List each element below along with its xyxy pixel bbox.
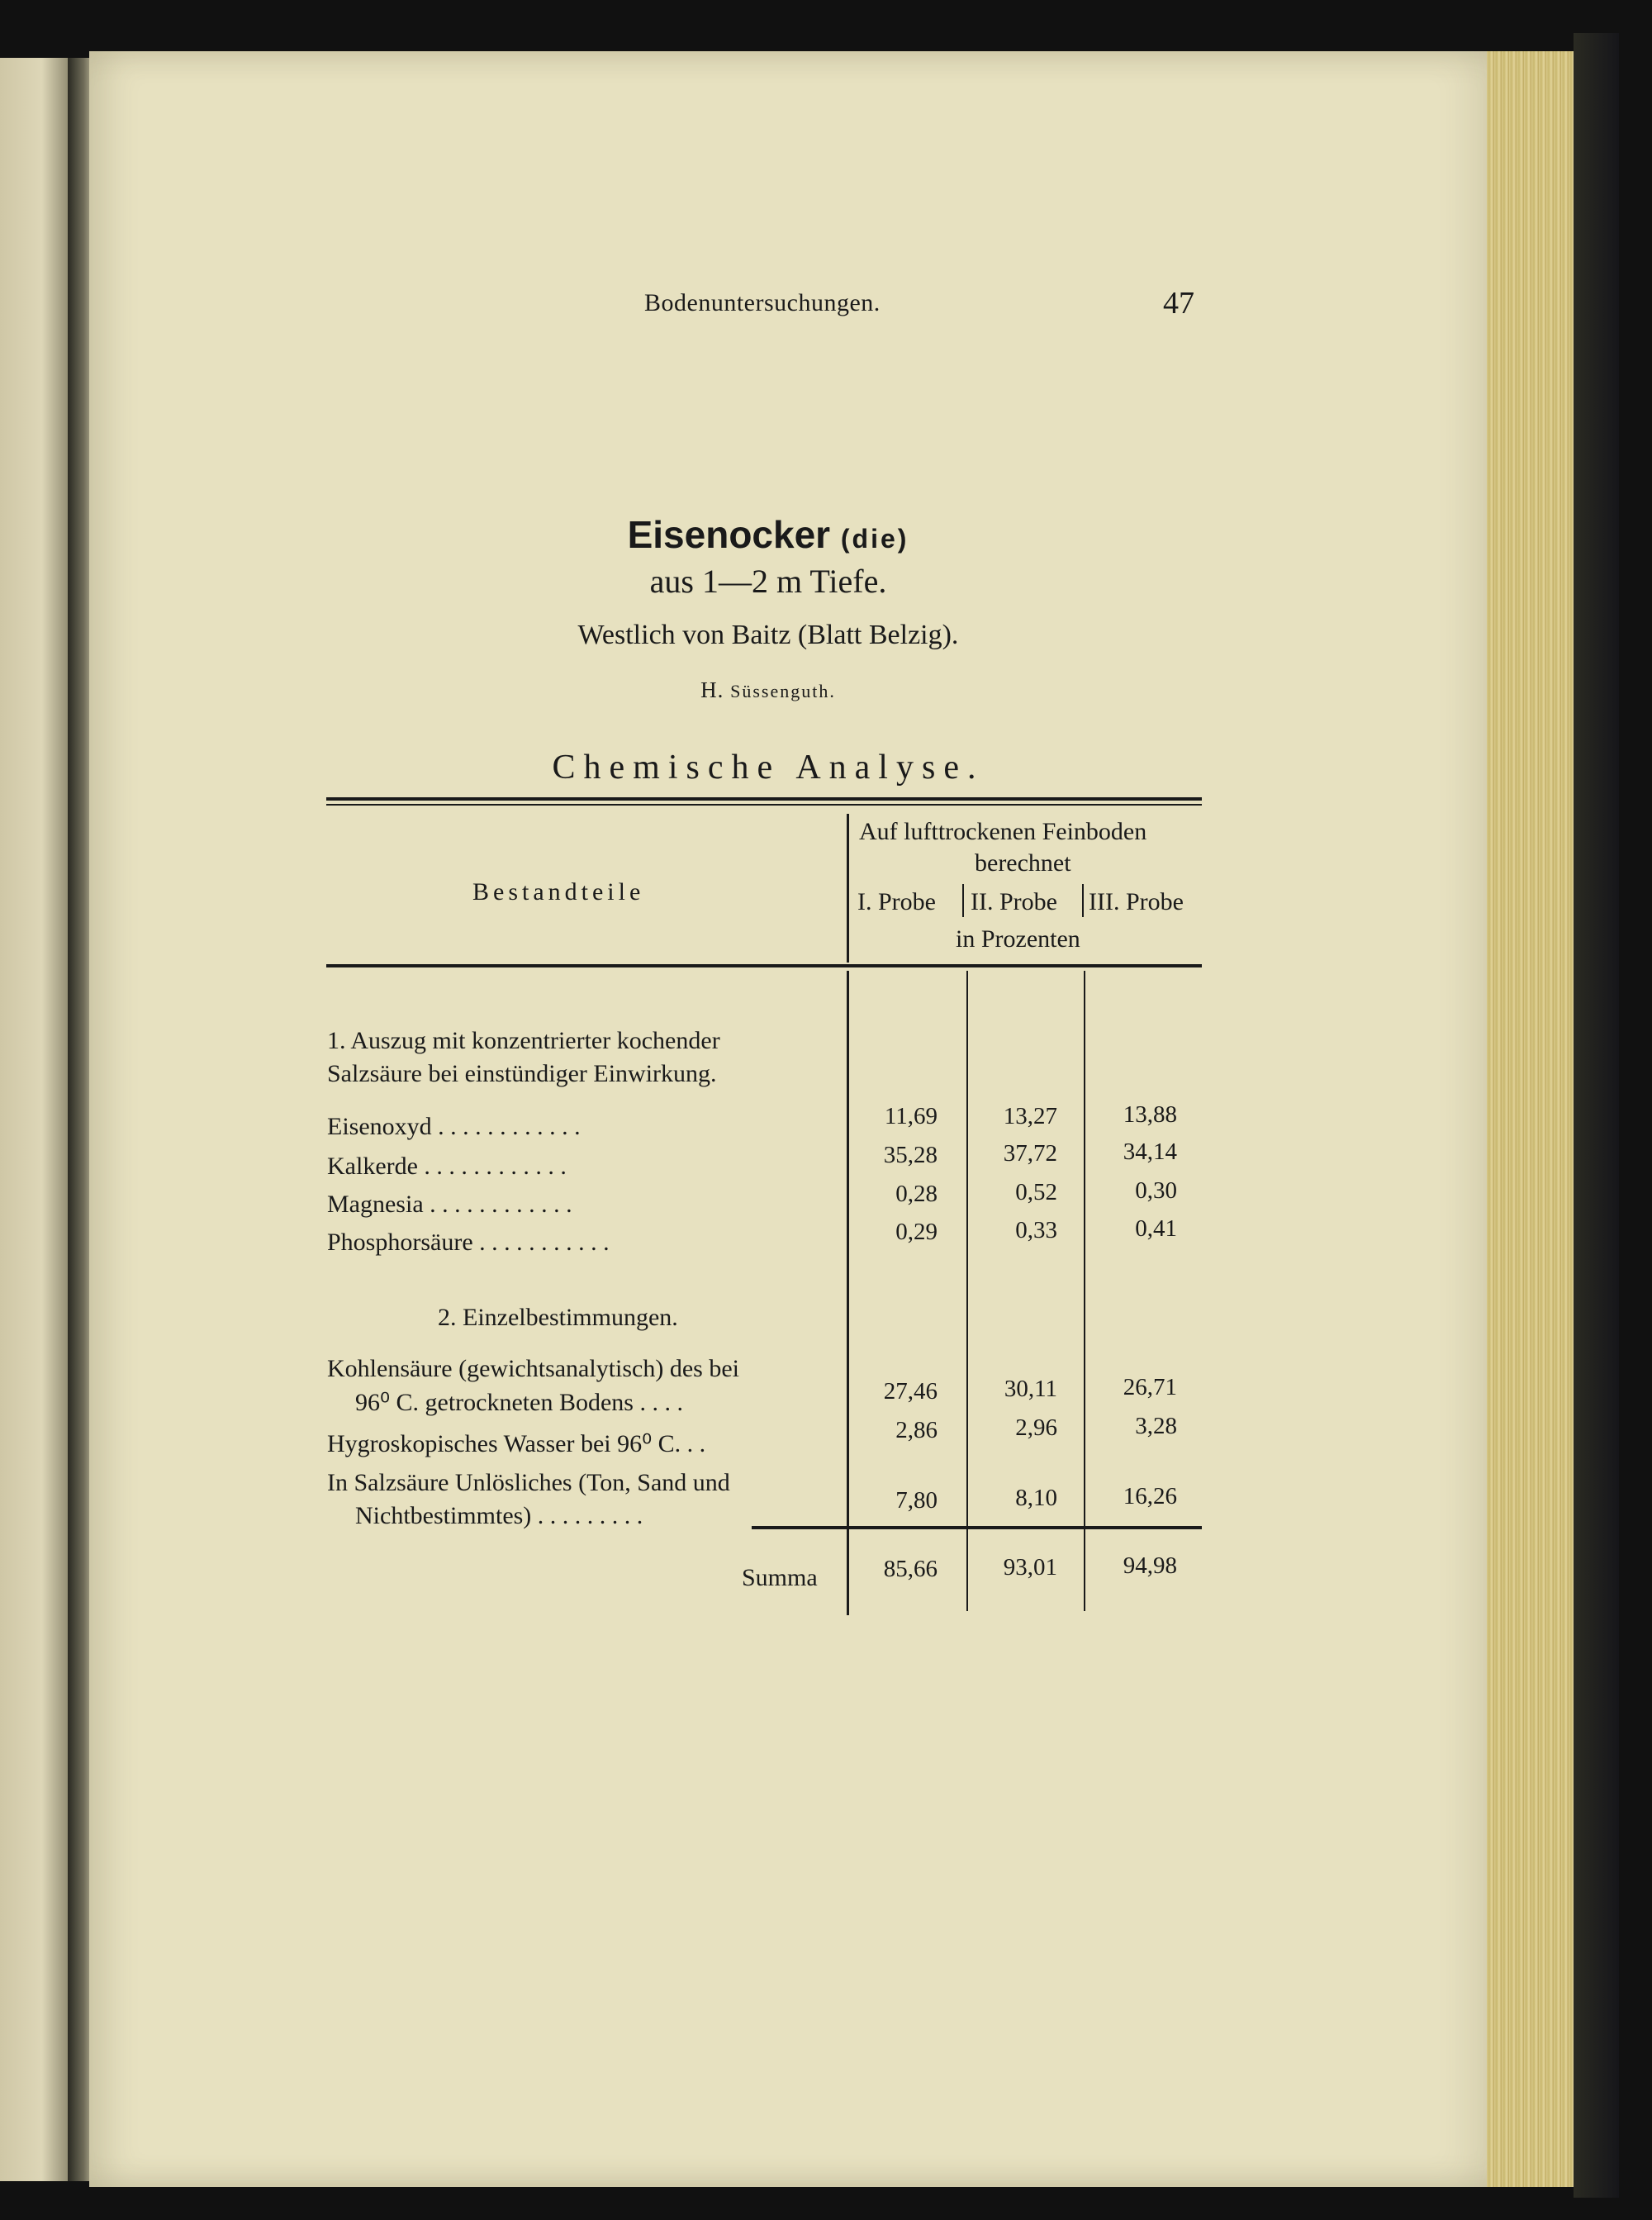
page-edges xyxy=(1487,51,1574,2187)
cell-kalkerde-3: 34,14 xyxy=(1123,1139,1177,1165)
row-label-hygroskopisches-wasser: Hygroskopisches Wasser bei 96⁰ C. . . xyxy=(327,1430,706,1457)
cell-magnesia-2: 0,52 xyxy=(1015,1179,1057,1205)
running-title: Bodenuntersuchungen. xyxy=(644,289,881,316)
column-group-header: Auf lufttrockenen Feinboden xyxy=(859,818,1147,845)
table-top-rule xyxy=(326,797,1202,801)
row-label-unloesliches-2: Nichtbestimmtes) . . . . . . . . . xyxy=(355,1502,643,1529)
column-header-probe-1: I. Probe xyxy=(857,888,936,915)
column-header-probe-3: III. Probe xyxy=(1089,888,1184,915)
table-top-rule-thin xyxy=(326,804,1202,806)
author xyxy=(0,677,1536,703)
title-suffix: (die) xyxy=(840,524,909,554)
cell-eisenoxyd-1: 11,69 xyxy=(884,1103,938,1129)
cell-magnesia-3: 0,30 xyxy=(1135,1177,1177,1204)
row-label-kalkerde: Kalkerde . . . . . . . . . . . . xyxy=(327,1153,567,1180)
subheader-divider-1 xyxy=(962,884,964,917)
section-1-heading-2: Salzsäure bei einstündiger Einwirkung. xyxy=(327,1060,717,1087)
cell-eisenoxyd-3: 13,88 xyxy=(1123,1101,1177,1128)
row-label-phosphorsaeure: Phosphorsäure . . . . . . . . . . . xyxy=(327,1229,610,1256)
cell-total-2: 93,01 xyxy=(1003,1554,1057,1581)
cover-edge xyxy=(1574,33,1619,2198)
unit-label: in Prozenten xyxy=(956,925,1080,953)
body-divider-2 xyxy=(966,971,968,1611)
cell-kohlensaeure-1: 27,46 xyxy=(883,1378,938,1405)
facing-page-edge xyxy=(0,58,76,2181)
cell-kalkerde-2: 37,72 xyxy=(1003,1140,1057,1167)
section-2-heading: 2. Einzelbestimmungen. xyxy=(438,1304,678,1331)
cell-kalkerde-1: 35,28 xyxy=(883,1142,938,1168)
cell-eisenoxyd-2: 13,27 xyxy=(1003,1103,1057,1129)
row-label-eisenoxyd: Eisenoxyd . . . . . . . . . . . . xyxy=(327,1113,581,1140)
cell-phosphorsaeure-3: 0,41 xyxy=(1135,1215,1177,1242)
section-heading: Chemische Analyse. xyxy=(552,749,985,787)
cell-unloesliches-3: 16,26 xyxy=(1123,1483,1177,1509)
cell-kohlensaeure-3: 26,71 xyxy=(1123,1374,1177,1400)
subtitle: aus 1—2 m Tiefe. xyxy=(649,563,887,600)
cell-total-1: 85,66 xyxy=(883,1556,938,1582)
cell-unloesliches-1: 7,80 xyxy=(895,1487,938,1514)
cell-phosphorsaeure-1: 0,29 xyxy=(895,1219,938,1245)
row-label-unloesliches: In Salzsäure Unlösliches (Ton, Sand und xyxy=(327,1469,730,1496)
author-initial: H. xyxy=(700,677,724,702)
total-label: Summa xyxy=(742,1564,818,1591)
row-label-kohlensaeure: Kohlensäure (gewichtsanalytisch) des bei xyxy=(327,1355,739,1382)
subheader-divider-2 xyxy=(1082,884,1084,917)
column-group-header-2: berechnet xyxy=(975,849,1071,877)
cell-magnesia-1: 0,28 xyxy=(895,1181,938,1207)
cell-hygroskopisches-wasser-2: 2,96 xyxy=(1015,1414,1057,1441)
row-label-magnesia: Magnesia . . . . . . . . . . . . xyxy=(327,1191,572,1218)
column-header-probe-2: II. Probe xyxy=(971,888,1057,915)
book-page xyxy=(89,51,1493,2187)
cell-total-3: 94,98 xyxy=(1123,1552,1177,1579)
cell-hygroskopisches-wasser-3: 3,28 xyxy=(1135,1413,1177,1439)
summa-rule xyxy=(752,1526,1202,1529)
title-main: Eisenocker xyxy=(627,513,831,556)
cell-kohlensaeure-2: 30,11 xyxy=(1004,1376,1057,1402)
cell-hygroskopisches-wasser-1: 2,86 xyxy=(895,1417,938,1443)
body-divider-3 xyxy=(1084,971,1085,1611)
section-1-heading: 1. Auszug mit konzentrierter kochender xyxy=(327,1027,720,1054)
row-label-kohlensaeure-2: 96⁰ C. getrockneten Bodens . . . . xyxy=(355,1389,683,1416)
header-divider xyxy=(847,814,849,963)
page-number: 47 xyxy=(1163,286,1194,321)
cell-phosphorsaeure-2: 0,33 xyxy=(1015,1217,1057,1243)
column-header-bestandteile: Bestandteile xyxy=(472,878,645,906)
page-title xyxy=(0,512,1536,557)
author-name: Süssenguth. xyxy=(730,681,836,701)
body-divider-1 xyxy=(847,971,849,1615)
cell-unloesliches-2: 8,10 xyxy=(1015,1485,1057,1511)
location: Westlich von Baitz (Blatt Belzig). xyxy=(577,620,959,650)
header-bottom-rule xyxy=(326,964,1202,967)
